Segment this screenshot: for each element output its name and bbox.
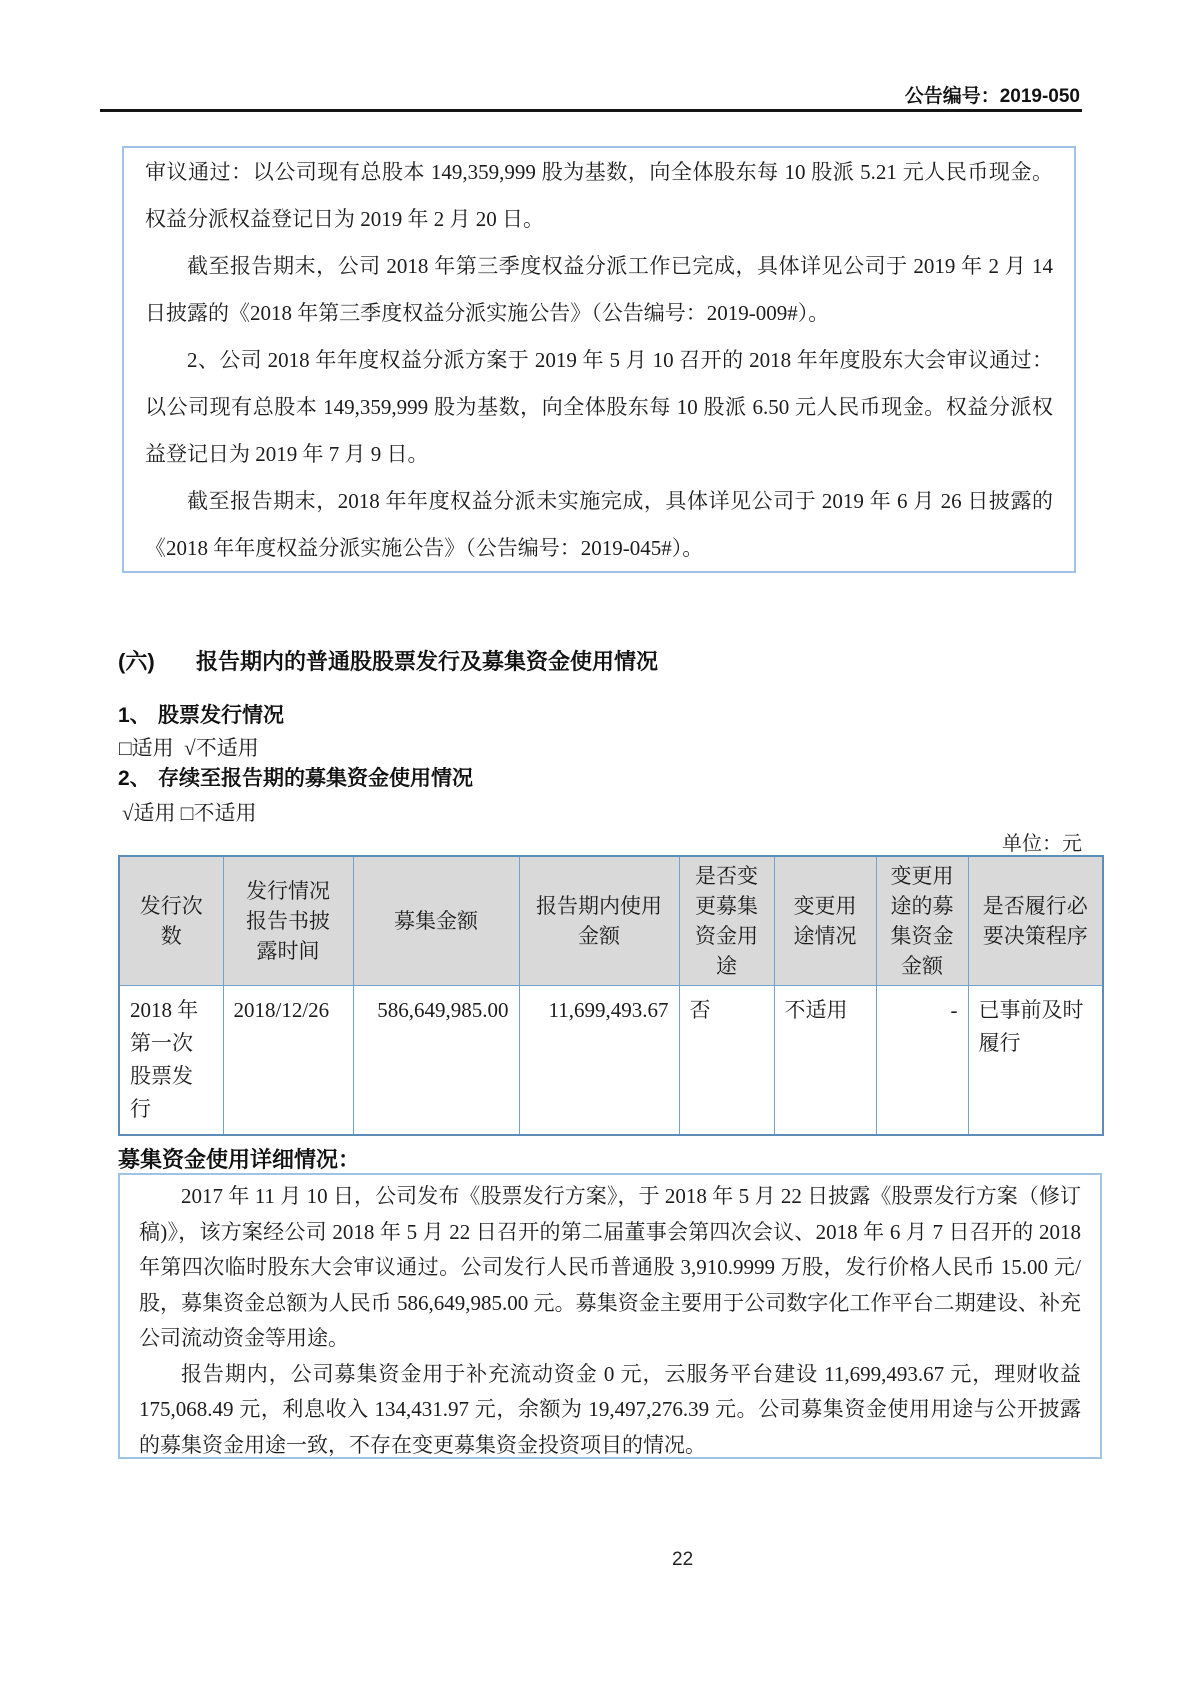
table-cell-raised-amount: 586,649,985.00 <box>353 986 519 1136</box>
table-cell-purpose-changed: 否 <box>679 986 774 1136</box>
detail-paragraph: 报告期内，公司募集资金用于补充流动资金 0 元，云服务平台建设 11,699,493.67 元，理财收益 175,068.49 元，利息收入 134,431.97 元，余额为 19,497,276.39 元。公司募集资金使用用途与公开披露的募集资金用途一致，不存在变更募集资金投资项目的情况。 <box>139 1361 1081 1457</box>
unit-label: 单位：元 <box>1002 833 1082 855</box>
header-rule <box>100 109 1082 112</box>
item2-title: 存续至报告期的募集资金使用情况 <box>158 767 473 790</box>
table-header-cell: 是否变更募集资金用途 <box>679 856 774 986</box>
item1-heading <box>118 699 284 729</box>
detail-paragraph: 2017 年 11 月 10 日，公司发布《股票发行方案》，于 2018 年 5 月 22 日披露《股票发行方案（修订稿)》，该方案经公司 2018 年 5 月 22 日召开的第二届董事会第四次会议、2018 年 6 月 7 日召开的 2018 年第四次临时股东大会审议通过。公司发行人民币普通股 3,910.9999 万股，发行价格人民币 15.00 元/股，募集资金总额为人民币 586,649,985.00 元。募集资金主要用于公司数字化工作平台二期建设、补充公司流动资金等用途。 <box>139 1184 1081 1350</box>
table-data-row <box>119 986 1103 1136</box>
table-header-cell: 变更用途情况 <box>774 856 876 986</box>
table-header-cell: 报告期内使用金额 <box>519 856 679 986</box>
item1-title: 股票发行情况 <box>158 704 284 727</box>
dividend-box <box>122 146 1076 573</box>
table-cell-used-amount: 11,699,493.67 <box>519 986 679 1136</box>
table-header-cell: 募集金额 <box>353 856 519 986</box>
item1-number: 1、 <box>118 704 151 727</box>
table-cell-issuance: 2018 年第一次股票发行 <box>119 986 223 1136</box>
section-heading <box>118 645 658 676</box>
table-header-cell: 是否履行必要决策程序 <box>968 856 1103 986</box>
table-header-row <box>119 856 1103 986</box>
table-cell-procedure: 已事前及时履行 <box>968 986 1103 1136</box>
item2-applicability: √适用 □不适用 <box>122 801 257 825</box>
dividend-paragraph: 截至报告期末，2018 年年度权益分派未实施完成，具体详见公司于 2019 年 6 月 26 日披露的《2018 年年度权益分派实施公告》（公告编号：2019-045#）。 <box>145 489 1053 560</box>
doc-number: 公告编号：2019-050 <box>904 86 1080 107</box>
fund-usage-table <box>118 855 1104 1136</box>
dividend-paragraph: 2、公司 2018 年年度权益分派方案于 2019 年 5 月 10 召开的 2018 年年度股东大会审议通过：以公司现有总股本 149,359,999 股为基数，向全体股东每 10 股派 6.50 元人民币现金。权益分派权益登记日为 2019 年 7 月 9 日。 <box>145 348 1053 466</box>
table-cell-changed-amount: - <box>876 986 968 1136</box>
detail-box <box>118 1173 1102 1459</box>
detail-heading: 募集资金使用详细情况： <box>118 1147 361 1172</box>
section-title: 报告期内的普通股股票发行及募集资金使用情况 <box>196 649 659 674</box>
item2-heading <box>118 762 473 792</box>
item1-applicability: □适用 √不适用 <box>119 736 259 760</box>
page-number: 22 <box>672 1549 694 1570</box>
table-cell-disclosure-date: 2018/12/26 <box>223 986 353 1136</box>
table-header-cell: 发行次数 <box>119 856 223 986</box>
dividend-paragraph: 审议通过：以公司现有总股本 149,359,999 股为基数，向全体股东每 10 股派 5.21 元人民币现金。权益分派权益登记日为 2019 年 2 月 20 日。 <box>145 160 1053 231</box>
table-header-cell: 变更用途的募集资金金额 <box>876 856 968 986</box>
table-header-cell: 发行情况报告书披露时间 <box>223 856 353 986</box>
table-cell-change-status: 不适用 <box>774 986 876 1136</box>
item2-number: 2、 <box>118 767 151 790</box>
dividend-paragraph: 截至报告期末，公司 2018 年第三季度权益分派工作已完成，具体详见公司于 2019 年 2 月 14 日披露的《2018 年第三季度权益分派实施公告》（公告编号：2019-009#）。 <box>145 254 1053 325</box>
section-number: (六) <box>118 649 155 674</box>
